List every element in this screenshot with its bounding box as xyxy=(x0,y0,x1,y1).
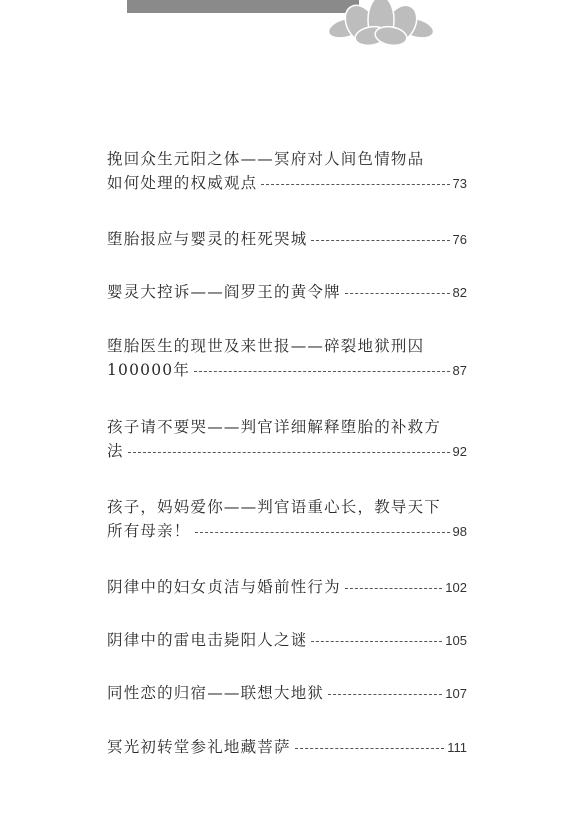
toc-page-number: 98 xyxy=(452,524,467,539)
toc-page-number: 76 xyxy=(452,232,467,247)
toc-entry-title: 同性恋的归宿——联想大地狱 xyxy=(107,684,325,702)
toc-page-number: 92 xyxy=(452,444,467,459)
toc-entry-title: 婴灵大控诉——阎罗王的黄令牌 xyxy=(107,283,341,301)
dot-leader xyxy=(345,292,450,294)
toc-entry[interactable] xyxy=(107,334,467,382)
toc-entry-title: 阴律中的雷电击毙阳人之谜 xyxy=(107,631,308,649)
toc-entry-title: 100000年 xyxy=(107,361,191,379)
toc-page-number: 107 xyxy=(445,686,467,701)
dot-leader xyxy=(261,183,449,185)
toc-entry[interactable] xyxy=(107,415,467,463)
toc-entry-title: 如何处理的权威观点 xyxy=(107,174,258,192)
dot-leader xyxy=(311,640,442,642)
toc-page-number: 105 xyxy=(445,633,467,648)
toc-entry[interactable] xyxy=(107,735,467,759)
toc-entry-title: 冥光初转堂参礼地藏菩萨 xyxy=(107,738,291,756)
dot-leader xyxy=(345,587,442,589)
dot-leader xyxy=(295,747,445,749)
toc-entry[interactable] xyxy=(107,495,467,543)
toc-page-number: 102 xyxy=(445,580,467,595)
toc-entry-title: 阴律中的妇女贞洁与婚前性行为 xyxy=(107,578,341,596)
toc-entry-title: 孩子，妈妈爱你——判官语重心长，教导天下 xyxy=(107,498,442,516)
toc-page-number: 82 xyxy=(452,285,467,300)
dot-leader xyxy=(311,239,449,241)
header-bar xyxy=(127,0,359,13)
toc-entry-title: 所有母亲！ xyxy=(107,522,191,540)
toc-entry[interactable] xyxy=(107,681,467,705)
toc-page-number: 87 xyxy=(452,363,467,378)
toc-entry[interactable] xyxy=(107,628,467,652)
dot-leader xyxy=(328,693,442,695)
toc-entry[interactable] xyxy=(107,575,467,599)
toc-entry[interactable] xyxy=(107,147,467,195)
toc-entry-title: 堕胎医生的现世及来世报——碎裂地狱刑囚 xyxy=(107,337,425,355)
toc-entry-title: 孩子请不要哭——判官详细解释堕胎的补救方 xyxy=(107,418,442,436)
dot-leader xyxy=(128,451,450,453)
toc-page-number: 73 xyxy=(452,176,467,191)
toc-entry[interactable] xyxy=(107,227,467,251)
toc-entry[interactable] xyxy=(107,280,467,304)
toc-page-number: 111 xyxy=(447,740,467,755)
lotus-icon xyxy=(326,0,436,50)
dot-leader xyxy=(195,531,450,533)
toc-entry-title: 法 xyxy=(107,442,124,460)
dot-leader xyxy=(194,370,449,372)
toc-entry-title: 堕胎报应与婴灵的枉死哭城 xyxy=(107,230,308,248)
toc-entry-title: 挽回众生元阳之体——冥府对人间色情物品 xyxy=(107,150,425,168)
